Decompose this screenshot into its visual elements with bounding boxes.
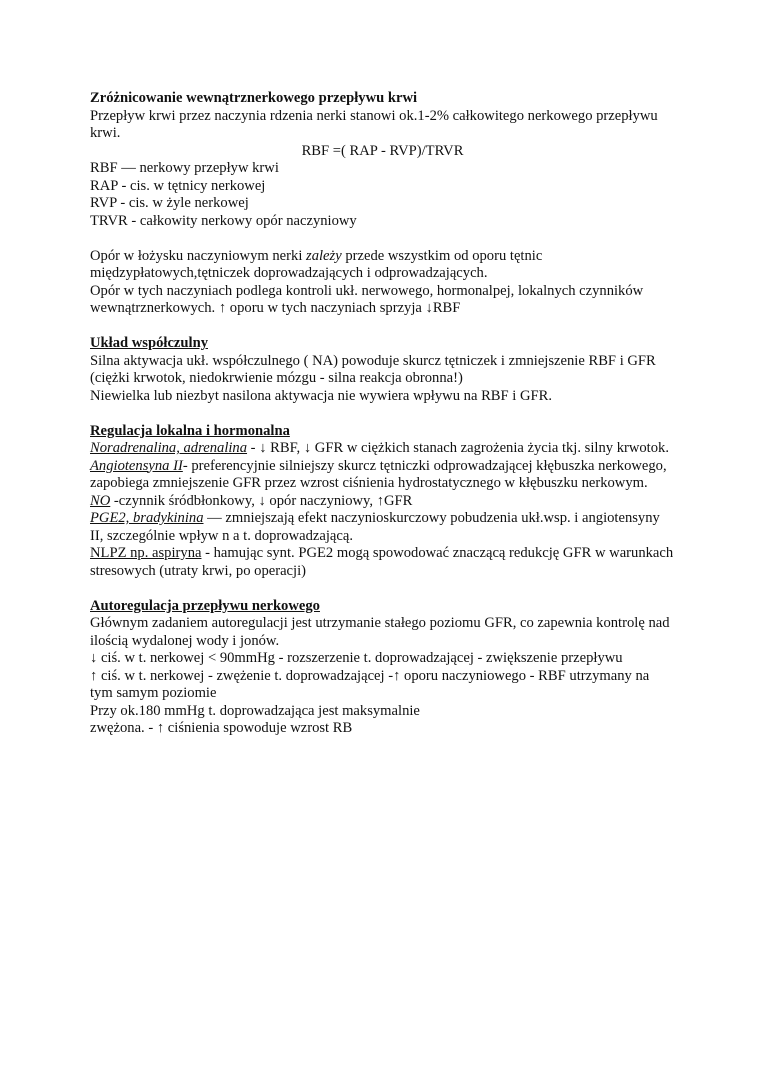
list-item-pge2 bbox=[90, 510, 675, 545]
document-body bbox=[90, 90, 675, 738]
paragraph-high-pressure: ↑ ciś. w t. nerkowej - zwężenie t. doprowadzającej -↑ oporu naczyniowego - RBF utrzymany na tym samym poziomie bbox=[90, 667, 650, 701]
paragraph-weak-activation: Niewielka lub niezbyt nasilona aktywacja nie wywiera wpływu na RBF i GFR. bbox=[90, 387, 553, 404]
paragraph-strong-activation: Silna aktywacja ukł. współczulnego ( NA) powoduje skurcz tętniczek i zmniejszenie RBF i GFR (ciężki krwotok, niedokrwienie mózgu - silna reakcja obronna!) bbox=[90, 352, 656, 386]
formula-rbf: RBF =( RAP - RVP)/TRVR bbox=[301, 142, 464, 159]
term-description: - hamując synt. PGE2 mogą spowodować znaczącą redukcję GFR w warunkach stresowych (utraty krwi, po operacji) bbox=[90, 545, 674, 579]
paragraph-autoregulation-goal: Głównym zadaniem autoregulacji jest utrzymanie stałego poziomu GFR, co zapewnia kontrolę nad ilością wydalonej wody i jonów. bbox=[90, 615, 670, 649]
section-title-regulacja: Regulacja lokalna i hormonalna bbox=[90, 422, 290, 439]
term-label: Noradrenalina, adrenalina bbox=[90, 440, 248, 456]
emphasis-text: zależy bbox=[306, 247, 342, 264]
section-title-zroznicowanie: Zróżnicowanie wewnątrznerkowego przepływu krwi bbox=[90, 90, 418, 106]
paragraph-max-constriction-cont: zwężona. - ↑ ciśnienia spowoduje wzrost RB bbox=[90, 720, 353, 736]
term-description: - ↓ RBF, ↓ GFR w ciężkich stanach zagrożenia życia tkj. silny krwotok. bbox=[247, 440, 669, 456]
term-label: NLPZ np. aspiryna bbox=[90, 545, 202, 561]
definition-trvr: TRVR - całkowity nerkowy opór naczyniowy bbox=[90, 212, 357, 229]
spacer bbox=[90, 230, 675, 248]
section-title-uklad-wspolczulny: Układ współczulny bbox=[90, 335, 208, 351]
spacer bbox=[90, 580, 675, 598]
text-segment: Opór w łożysku naczyniowym nerki bbox=[90, 247, 307, 264]
paragraph-intro: Przepływ krwi przez naczynia rdzenia nerki stanowi ok.1-2% całkowitego nerkowego przepływu krwi. bbox=[90, 107, 658, 141]
spacer bbox=[90, 318, 675, 336]
list-item-no bbox=[90, 493, 675, 511]
paragraph-resistance bbox=[90, 248, 675, 283]
term-description: -czynnik śródbłonkowy, ↓ opór naczyniowy, ↑GFR bbox=[110, 492, 413, 509]
paragraph-max-constriction: Przy ok.180 mmHg t. doprowadzająca jest maksymalnie bbox=[90, 702, 420, 719]
term-label: NO bbox=[90, 492, 111, 509]
list-item-nlpz bbox=[90, 545, 675, 580]
list-item-angiotensyna bbox=[90, 458, 675, 493]
spacer bbox=[90, 405, 675, 423]
definition-rvp: RVP - cis. w żyle nerkowej bbox=[90, 195, 249, 211]
definition-rap: RAP - cis. w tętnicy nerkowej bbox=[90, 177, 266, 194]
term-description: — zmniejszają efekt naczynioskurczowy pobudzenia ukł.wsp. i angiotensyny II, szczególnie wpływ n a t. doprowadzającą. bbox=[90, 510, 660, 544]
term-label: Angiotensyna II bbox=[90, 457, 183, 474]
text-segment: przede wszystkim od oporu tętnic międzypłatowych,tętniczek doprowadzających i odprowadzających. bbox=[90, 247, 543, 281]
term-label: PGE2, bradykinina bbox=[90, 510, 204, 526]
list-item-noradrenalina bbox=[90, 440, 675, 458]
paragraph-low-pressure: ↓ ciś. w t. nerkowej < 90mmHg - rozszerzenie t. doprowadzającej - zwiększenie przepływu bbox=[90, 650, 623, 666]
paragraph-control: Opór w tych naczyniach podlega kontroli ukł. nerwowego, hormonalpej, lokalnych czynników wewnątrznerkowych. ↑ oporu w tych naczyniach sprzyja ↓RBF bbox=[90, 282, 644, 316]
term-description: - preferencyjnie silniejszy skurcz tętniczki odprowadzającej kłębuszka nerkowego, zapobiega zmniejszenie GFR przez wzrost ciśnienia hydrostatycznego w kłębuszku nerkowym. bbox=[90, 457, 667, 491]
section-title-autoregulacja: Autoregulacja przepływu nerkowego bbox=[90, 597, 320, 614]
definition-rbf: RBF — nerkowy przepływ krwi bbox=[90, 160, 279, 176]
